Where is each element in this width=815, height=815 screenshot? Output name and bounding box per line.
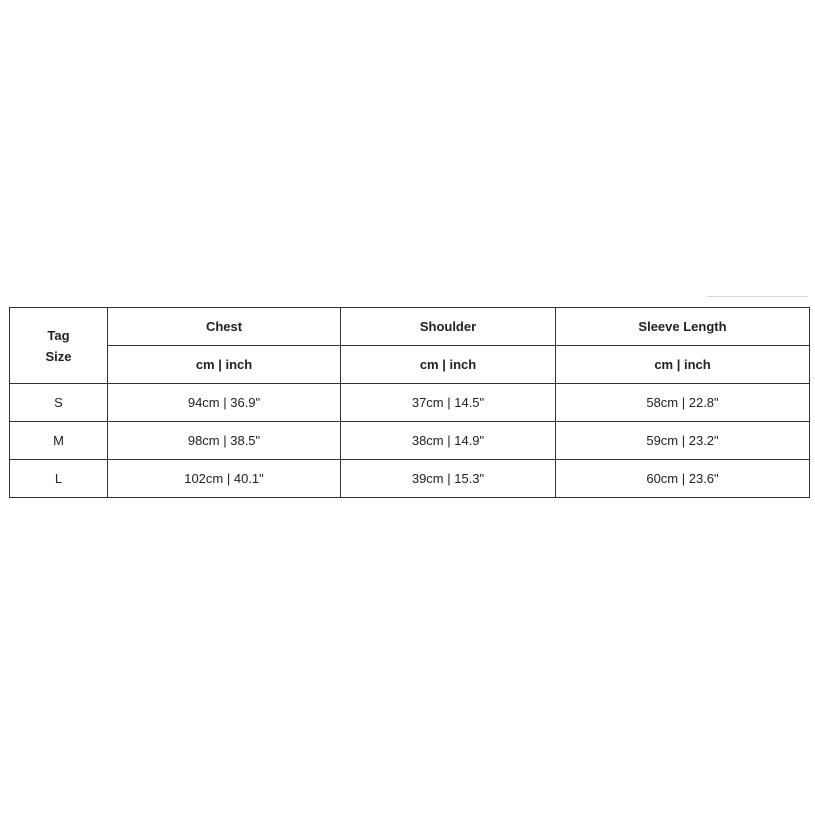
row-sleeve-length: 58cm | 22.8" [556,384,810,422]
row-chest: 94cm | 36.9" [108,384,341,422]
table-row [10,460,810,498]
row-shoulder: 38cm | 14.9" [341,422,556,460]
unit-chest: cm | inch [108,346,341,384]
table-row [10,422,810,460]
tag-size-header-line-2: Size [45,348,72,364]
unit-shoulder: cm | inch [341,346,556,384]
tag-size-header [10,308,108,384]
row-chest: 98cm | 38.5" [108,422,341,460]
table-header-row [10,308,810,346]
column-header-shoulder: Shoulder [341,308,556,346]
table-row [10,384,810,422]
tag-size-header-line-1: Tag [47,327,70,343]
row-sleeve-length: 59cm | 23.2" [556,422,810,460]
row-sleeve-length: 60cm | 23.6" [556,460,810,498]
row-size: L [10,460,108,498]
row-shoulder: 39cm | 15.3" [341,460,556,498]
size-chart-table [9,307,810,498]
row-shoulder: 37cm | 14.5" [341,384,556,422]
row-chest: 102cm | 40.1" [108,460,341,498]
unit-sleeve-length: cm | inch [556,346,810,384]
row-size: S [10,384,108,422]
divider-line [707,296,808,297]
column-header-sleeve-length: Sleeve Length [556,308,810,346]
column-header-chest: Chest [108,308,341,346]
row-size: M [10,422,108,460]
table-units-row [10,346,810,384]
